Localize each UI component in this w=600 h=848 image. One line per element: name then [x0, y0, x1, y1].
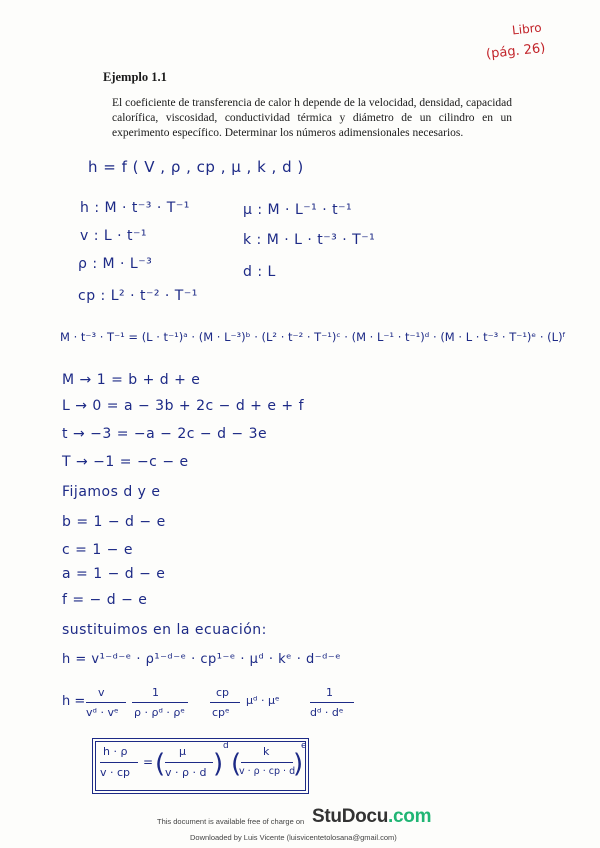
- problem-statement: El coeficiente de transferencia de calor h depende de la velocidad, densidad, capacidad calorífica, viscosidad, conductividad térmica y diámetro de un cilindro en un experimento específico. Determinar los números adimensionales necesarios.: [112, 97, 512, 139]
- brand-name: StuDocu: [312, 806, 389, 827]
- result-lhs-num: h · ρ: [103, 745, 128, 758]
- fraction-bar: [210, 702, 240, 703]
- substituted-equation: h = v¹⁻ᵈ⁻ᵉ · ρ¹⁻ᵈ⁻ᵉ · cp¹⁻ᵉ · μᵈ · kᵉ · d⁻ᵈ⁻ᵉ: [62, 652, 342, 667]
- system-eq-l: L → 0 = a − 3b + 2c − d + e + f: [62, 398, 305, 414]
- margin-note-line-2: (pág. 26): [485, 40, 547, 63]
- solution-b: b = 1 − d − e: [62, 514, 166, 530]
- eq2-num-1b: 1: [326, 686, 333, 699]
- eq2-den-v: vᵈ · vᵉ: [86, 706, 119, 719]
- eq2-prefix: h =: [62, 694, 86, 709]
- dim-mu: μ : M · L⁻¹ · t⁻¹: [243, 202, 353, 218]
- dim-v: v : L · t⁻¹: [80, 228, 148, 244]
- fraction-bar: [165, 762, 213, 763]
- brand-tld: .com: [388, 806, 432, 827]
- result-right-num: k: [263, 745, 270, 758]
- fix-variables-note: Fijamos d y e: [62, 484, 161, 500]
- eq2-num-1a: 1: [152, 686, 159, 699]
- result-lhs-den: v · cp: [100, 766, 131, 779]
- fraction-bar: [241, 762, 293, 763]
- result-mid-exp: d: [223, 741, 229, 751]
- eq2-num-cp: cp: [216, 686, 230, 699]
- fraction-bar: [100, 762, 138, 763]
- system-eq-temp: T → −1 = −c − e: [62, 454, 189, 470]
- equals-sign: =: [143, 755, 154, 769]
- eq2-num-v: v: [98, 686, 105, 699]
- margin-note-line-1: Libro: [511, 20, 543, 38]
- paren-open-1: (: [155, 749, 166, 779]
- result-mid-den: v · ρ · d: [165, 766, 207, 779]
- eq2-mu-terms: μᵈ · μᵉ: [246, 694, 280, 707]
- dim-rho: ρ : M · L⁻³: [78, 256, 153, 272]
- paren-open-2: (: [231, 749, 242, 779]
- dim-k: k : M · L · t⁻³ · T⁻¹: [243, 232, 376, 248]
- dim-h: h : M · t⁻³ · T⁻¹: [80, 200, 190, 216]
- result-right-den: v · ρ · cp · d: [239, 766, 296, 777]
- studocu-logo[interactable]: [312, 806, 431, 828]
- example-title: Ejemplo 1.1: [103, 70, 167, 84]
- substitute-note: sustituimos en la ecuación:: [62, 622, 267, 638]
- fraction-bar: [86, 702, 126, 703]
- paren-close-2: ): [293, 749, 304, 779]
- eq2-den-d: dᵈ · dᵉ: [310, 706, 344, 719]
- paren-close-1: ): [213, 749, 224, 779]
- system-eq-t: t → −3 = −a − 2c − d − 3e: [62, 426, 268, 442]
- solution-c: c = 1 − e: [62, 542, 133, 558]
- fraction-bar: [310, 702, 354, 703]
- footer-download-text: Downloaded by Luis Vicente (luisvicentetolosana@gmail.com): [190, 833, 397, 842]
- footer-availability-text: This document is available free of charge on: [157, 817, 305, 826]
- result-right-exp: e: [301, 741, 307, 751]
- result-box: [92, 738, 309, 794]
- eq2-den-cp: cpᵉ: [212, 706, 230, 719]
- system-eq-m: M → 1 = b + d + e: [62, 372, 201, 388]
- dim-d: d : L: [243, 264, 276, 280]
- dimensional-equation: M · t⁻³ · T⁻¹ = (L · t⁻¹)ᵃ · (M · L⁻³)ᵇ · (L² · t⁻² · T⁻¹)ᶜ · (M · L⁻¹ · t⁻¹)ᵈ · (M · L · t⁻³ · T⁻¹)ᵉ · (L)ᶠ: [60, 330, 566, 344]
- dim-cp: cp : L² · t⁻² · T⁻¹: [78, 288, 198, 304]
- functional-relation: h = f ( V , ρ , cp , μ , k , d ): [88, 158, 304, 176]
- fraction-bar: [132, 702, 188, 703]
- solution-a: a = 1 − d − e: [62, 566, 166, 582]
- eq2-den-rho: ρ · ρᵈ · ρᵉ: [134, 706, 185, 719]
- result-mid-num: μ: [179, 745, 186, 758]
- solution-f: f = − d − e: [62, 592, 148, 608]
